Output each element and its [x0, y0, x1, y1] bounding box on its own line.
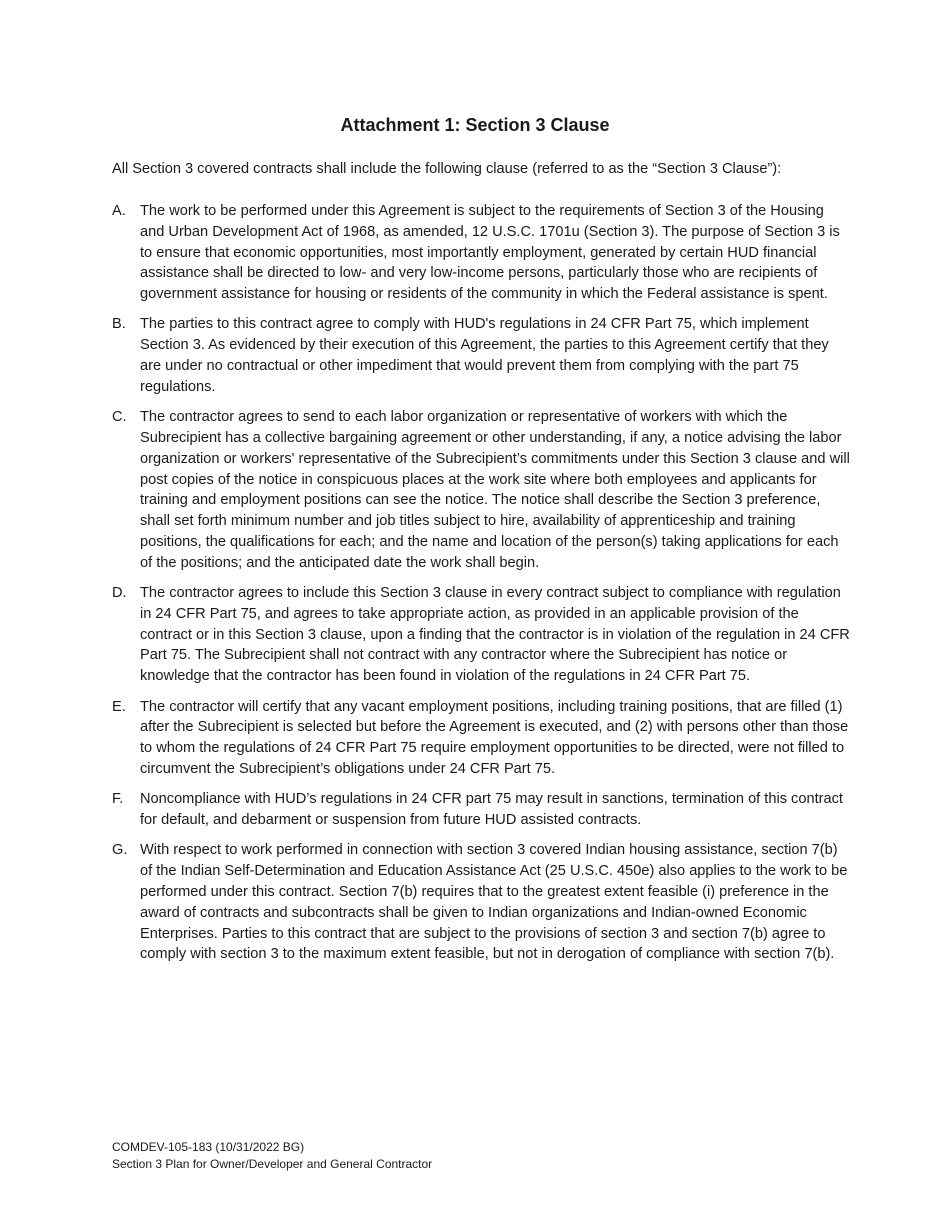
clause-text: With respect to work performed in connection with section 3 covered Indian housing assistance, section 7(b) of the Indian Self-Determination and Education Assistance Act (25 U.S.C. 450e) also applies to the work to be performed under this contract. Section 7(b) requires that to the greatest extent feasible (i) preference in the award of contracts and subcontracts shall be given to Indian organizations and Indian-owned Economic Enterprises. Parties to this contract that are subject to the provisions of section 3 and section 7(b) agree to comply with section 3 to the maximum extent feasible, but not in derogation of compliance with section 7(b). [140, 842, 848, 963]
clause-b [112, 314, 852, 397]
clause-letter: A. [112, 203, 126, 219]
clause-letter: F. [112, 791, 124, 808]
clause-text: The contractor agrees to send to each labor organization or representative of workers with which the Subrecipient has a collective bargaining agreement or other understanding, if any, a notice advising the labor organization or workers' representative of the Subrecipient’s commitments under this Section 3 clause and will post copies of the notice in conspicuous places at the work site where both employees and applicants for training and employment positions can see the notice. The notice shall describe the Section 3 preference, shall set forth minimum number and job titles subject to hire, availability of apprenticeship and training positions, the qualifications for each; and the name and location of the person(s) taking applications for each of the positions; and the anticipated date the work shall begin. [140, 409, 850, 571]
clause-text: The work to be performed under this Agreement is subject to the requirements of Section 3 of the Housing and Urban Development Act of 1968, as amended, 12 U.S.C. 1701u (Section 3). The purpose of Section 3 is to ensure that economic opportunities, most importantly employment, generated by certain HUD financial assistance shall be directed to low- and very low-income persons, particularly those who are recipients of government assistance for housing or residents of the community in which the Federal assistance is spent. [140, 203, 840, 303]
intro-paragraph: All Section 3 covered contracts shall include the following clause (referred to as the “Section 3 Clause”): [112, 161, 782, 177]
footer-form-number: COMDEV-105-183 (10/31/2022 BG) [112, 1140, 305, 1154]
clause-text: The contractor agrees to include this Section 3 clause in every contract subject to compliance with regulation in 24 CFR Part 75, and agrees to take appropriate action, as provided in an applicable provision of the contract or in this Section 3 clause, upon a finding that the contractor is in violation of the regulation in 24 CFR Part 75. The Subrecipient shall not contract with any contractor where the Subrecipient has notice or knowledge that the contractor has been found in violation of the regulations in 24 CFR Part 75. [140, 585, 850, 685]
clause-text: The contractor will certify that any vacant employment positions, including training positions, that are filled (1) after the Subrecipient is selected but before the Agreement is executed, and (2) with persons other than those to whom the regulations of 24 CFR Part 75 require employment opportunities to be directed, were not filled to circumvent the Subrecipient’s obligations under 24 CFR Part 75. [140, 698, 849, 777]
clause-g [112, 840, 852, 965]
clause-list [112, 201, 852, 975]
clause-d [112, 583, 852, 687]
clause-a [112, 201, 852, 305]
page-footer [112, 1139, 712, 1173]
clause-letter: E. [112, 698, 126, 715]
clause-letter: D. [112, 585, 127, 602]
clause-e [112, 697, 852, 780]
footer-document-title: Section 3 Plan for Owner/Developer and General Contractor [112, 1157, 433, 1171]
clause-letter: B. [112, 316, 126, 333]
clause-text: Noncompliance with HUD’s regulations in 24 CFR part 75 may result in sanctions, termination of this contract for default, and debarment or suspension from future HUD assisted contracts. [140, 791, 843, 829]
clause-letter: C. [112, 409, 127, 426]
clause-f [112, 789, 852, 831]
clause-c [112, 407, 852, 573]
page-title: Attachment 1: Section 3 Clause [340, 115, 610, 135]
clause-letter: G. [112, 842, 128, 859]
clause-text: The parties to this contract agree to comply with HUD's regulations in 24 CFR Part 75, which implement Section 3. As evidenced by their execution of this Agreement, the parties to this Agreement certify that they are under no contractual or other impediment that would prevent them from complying with the part 75 regulations. [140, 316, 829, 395]
